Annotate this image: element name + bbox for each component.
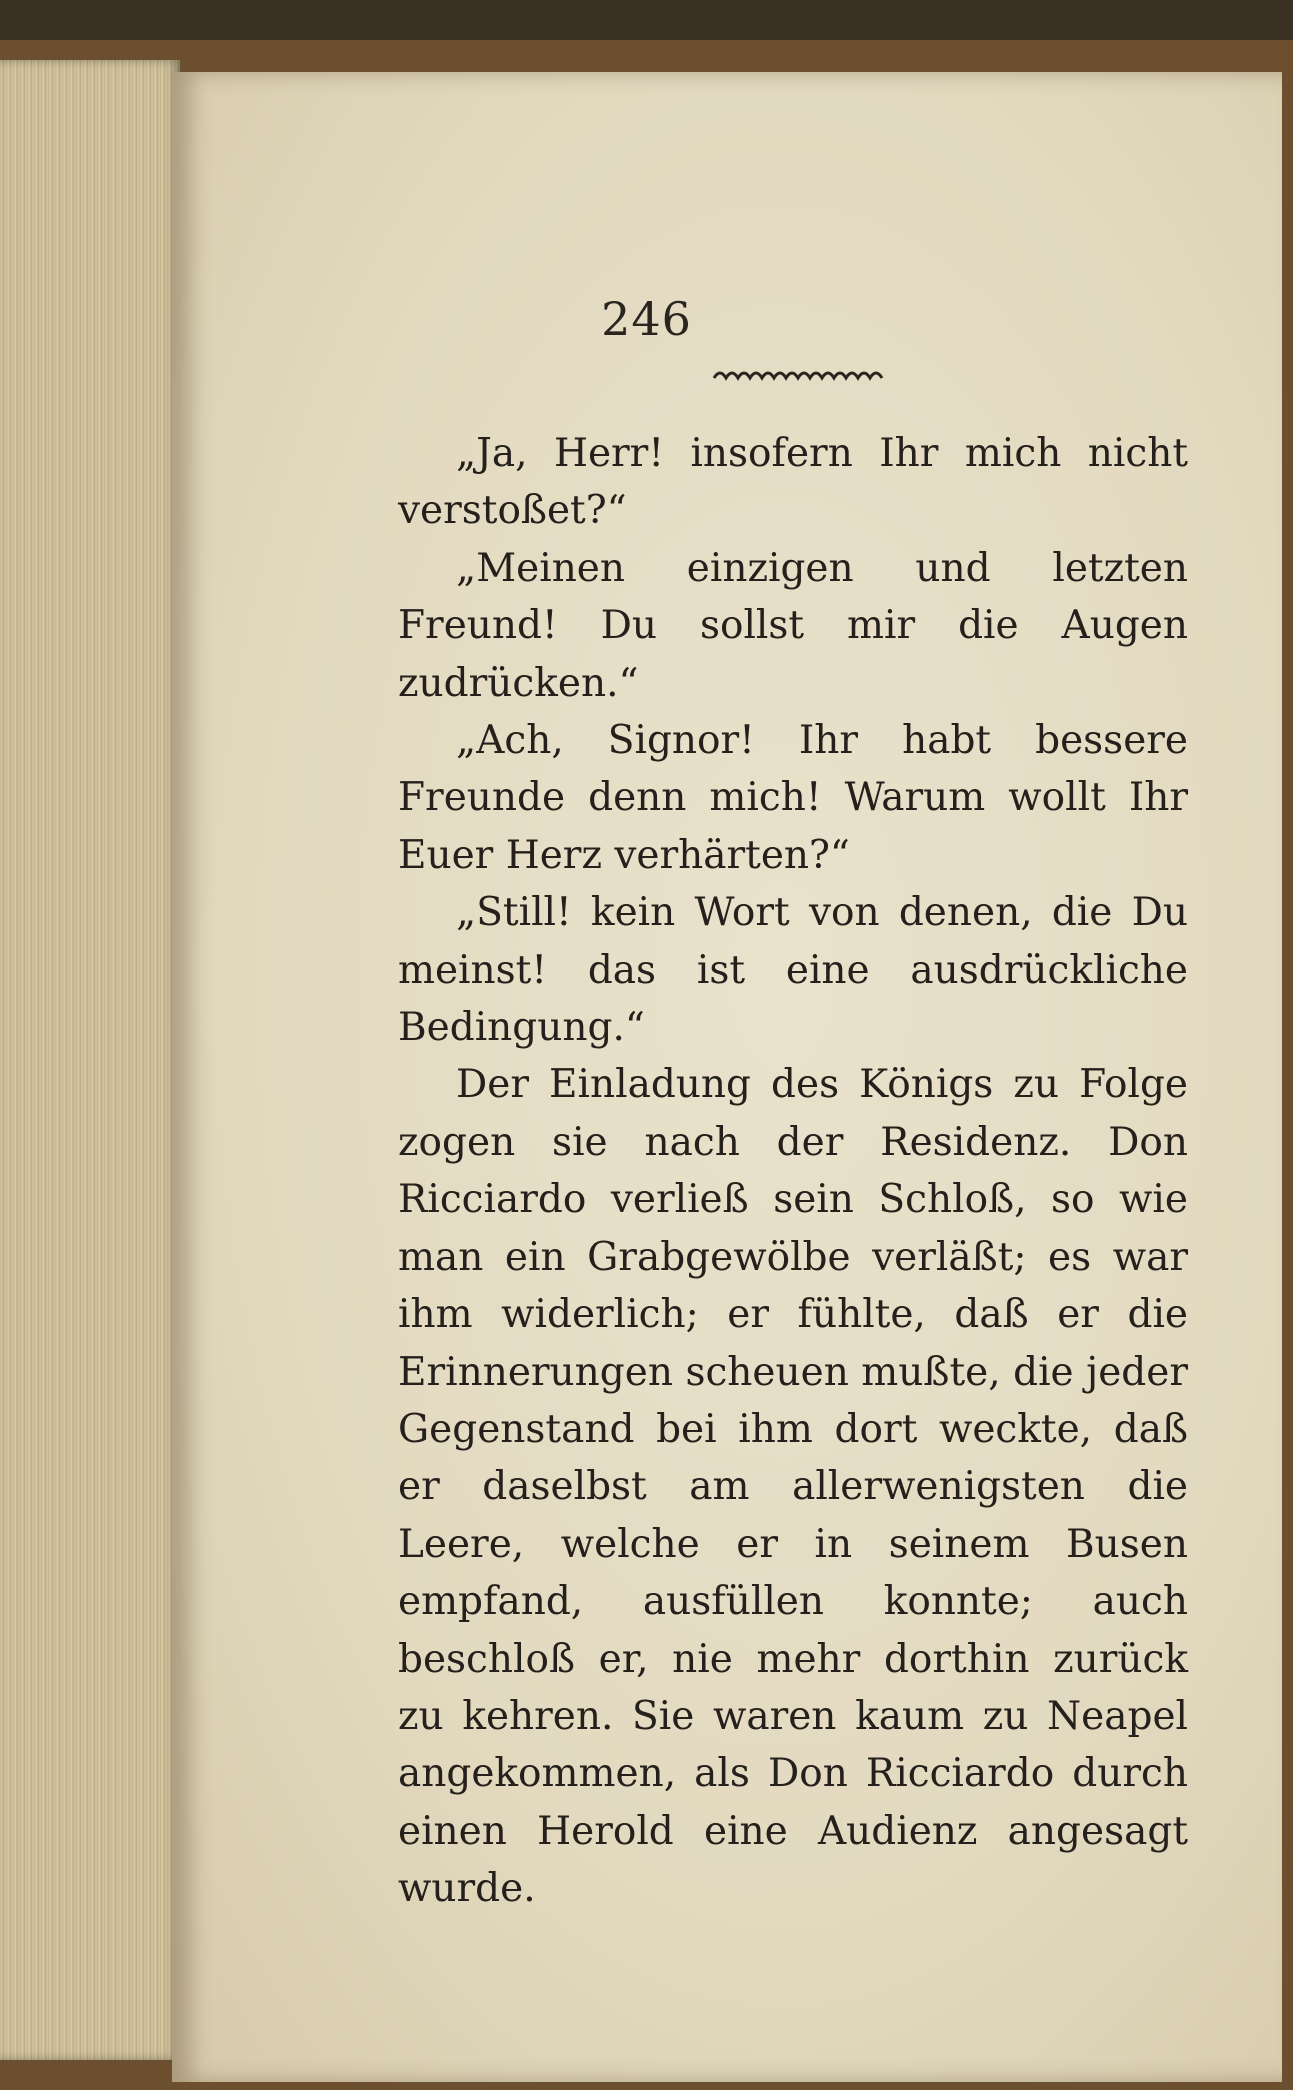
paragraph-4: „Still! kein Wort von denen, die Du meinst! das ist eine ausdrückliche Bedingung.“ — [398, 890, 1188, 1051]
page-edges — [0, 60, 180, 2060]
paragraph-5: Der Einladung des Königs zu Folge zogen sie nach der Residenz. Don Ricciardo verließ sein Schloß, so wie man ein Grabgewölbe verläßt; es war ihm widerlich; er fühlte, daß er die Erinnerungen scheuen mußte, die jeder Gegenstand bei ihm dort weckte, daß er daselbst am allerwenigsten die Leere, welche er in seinem Busen empfand, ausfüllen konnte; auch beschloß er, nie mehr dorthin zurück zu kehren. Sie waren kaum zu Neapel angekommen, als Don Ricciardo durch einen Herold eine Audienz angesagt wurde. — [398, 1062, 1188, 1912]
page-number: 246 — [601, 292, 692, 346]
paragraph-1: „Ja, Herr! insofern Ihr mich nicht verstoßet?“ — [398, 431, 1188, 534]
paragraph-3: „Ach, Signor! Ihr habt bessere Freunde denn mich! Warum wollt Ihr Euer Herz verhärten?“ — [398, 718, 1188, 878]
paragraph-2: „Meinen einzigen und letzten Freund! Du sollst mir die Augen zudrücken.“ — [398, 545, 1188, 706]
body-text — [398, 425, 1188, 1918]
ornament-rule — [712, 364, 888, 386]
